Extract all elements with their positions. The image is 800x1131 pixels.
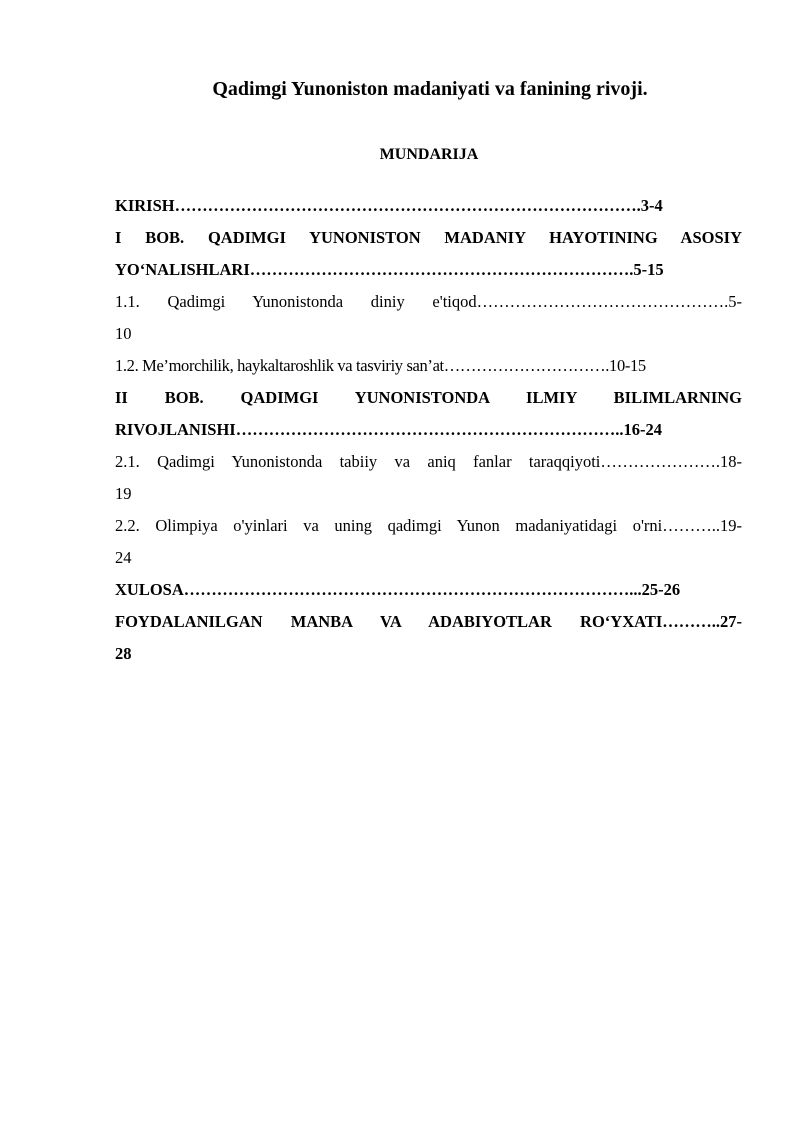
toc-entry-xulosa: XULOSA………………………………………………………………………...25-26: [115, 580, 681, 599]
toc-entry-2-2-line2: 24: [115, 548, 132, 567]
toc-entry-1-1-line1: 1.1. Qadimgi Yunonistonda diniy e'tiqod……………………………………….5-: [115, 292, 742, 311]
table-of-contents: [115, 190, 742, 670]
toc-entry-foydalanilgan-line2: 28: [115, 644, 132, 663]
toc-entry-kirish: KIRISH………………………………………………………………………….3-4: [115, 196, 663, 215]
document-title: Qadimgi Yunoniston madaniyati va fanining rivoji.: [212, 78, 648, 100]
toc-entry-1-1-line2: 10: [115, 324, 132, 343]
toc-entry-1-2: 1.2. Me’morchilik, haykaltaroshlik va tasviriy san’at………………………….10-15: [115, 356, 646, 375]
toc-entry-foydalanilgan-line1: FOYDALANILGAN MANBA VA ADABIYOTLAR RO‘YXATI………..27-: [115, 612, 742, 631]
toc-heading: MUNDARIJA: [379, 146, 479, 163]
toc-entry-bob1-line1: I BOB. QADIMGI YUNONISTON MADANIY HAYOTINING ASOSIY: [115, 228, 742, 247]
toc-entry-2-1-line2: 19: [115, 484, 132, 503]
toc-entry-bob1-line2: YO‘NALISHLARI…………………………………………………………….5-15: [115, 260, 664, 279]
toc-entry-2-2-line1: 2.2. Olimpiya o'yinlari va uning qadimgi Yunon madaniyatidagi o'rni………..19-: [115, 516, 742, 535]
toc-entry-bob2-line1: II BOB. QADIMGI YUNONISTONDA ILMIY BILIMLARNING: [115, 388, 742, 407]
toc-entry-bob2-line2: RIVOJLANISHI……………………………………………………………..16-24: [115, 420, 662, 439]
toc-entry-2-1-line1: 2.1. Qadimgi Yunonistonda tabiiy va aniq fanlar taraqqiyoti………………….18-: [115, 452, 742, 471]
